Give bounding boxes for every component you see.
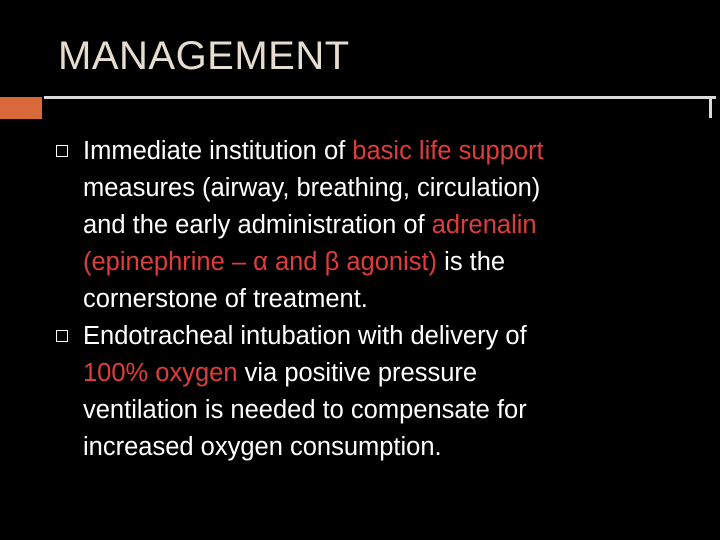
highlight-text: (epinephrine – α and β agonist) (83, 248, 438, 276)
bullet-line (83, 281, 670, 318)
body-text: via positive pressure (237, 359, 478, 387)
title-divider-edge (709, 96, 712, 118)
bullet-line (83, 207, 670, 244)
bullet-item (0, 133, 720, 318)
highlight-text: 100% oxygen (83, 359, 238, 387)
highlight-text: adrenalin (431, 211, 537, 239)
hollow-square-icon (56, 145, 68, 157)
body-text: increased oxygen consumption. (83, 433, 442, 461)
bullet-line (83, 133, 670, 170)
hollow-square-icon (56, 330, 68, 342)
slide-title: MANAGEMENT (58, 34, 350, 78)
bullet-line (83, 244, 670, 281)
bullet-line (83, 392, 670, 429)
body-text: cornerstone of treatment. (83, 285, 368, 313)
bullet-line (83, 355, 670, 392)
bullet-line (83, 429, 670, 466)
title-accent-bar (0, 97, 42, 119)
title-divider (44, 96, 716, 99)
body-text: is the (437, 248, 506, 276)
body-text: Endotracheal intubation with delivery of (83, 322, 527, 350)
body-text: measures (airway, breathing, circulation) (83, 174, 541, 202)
bullet-line (83, 170, 670, 207)
body-text: ventilation is needed to compensate for (83, 396, 527, 424)
body-text: and the early administration of (83, 211, 432, 239)
bullet-item (0, 318, 720, 466)
body-text: Immediate institution of (83, 137, 353, 165)
highlight-text: basic life support (352, 137, 544, 165)
bullet-list (0, 133, 720, 466)
bullet-line (83, 318, 670, 355)
